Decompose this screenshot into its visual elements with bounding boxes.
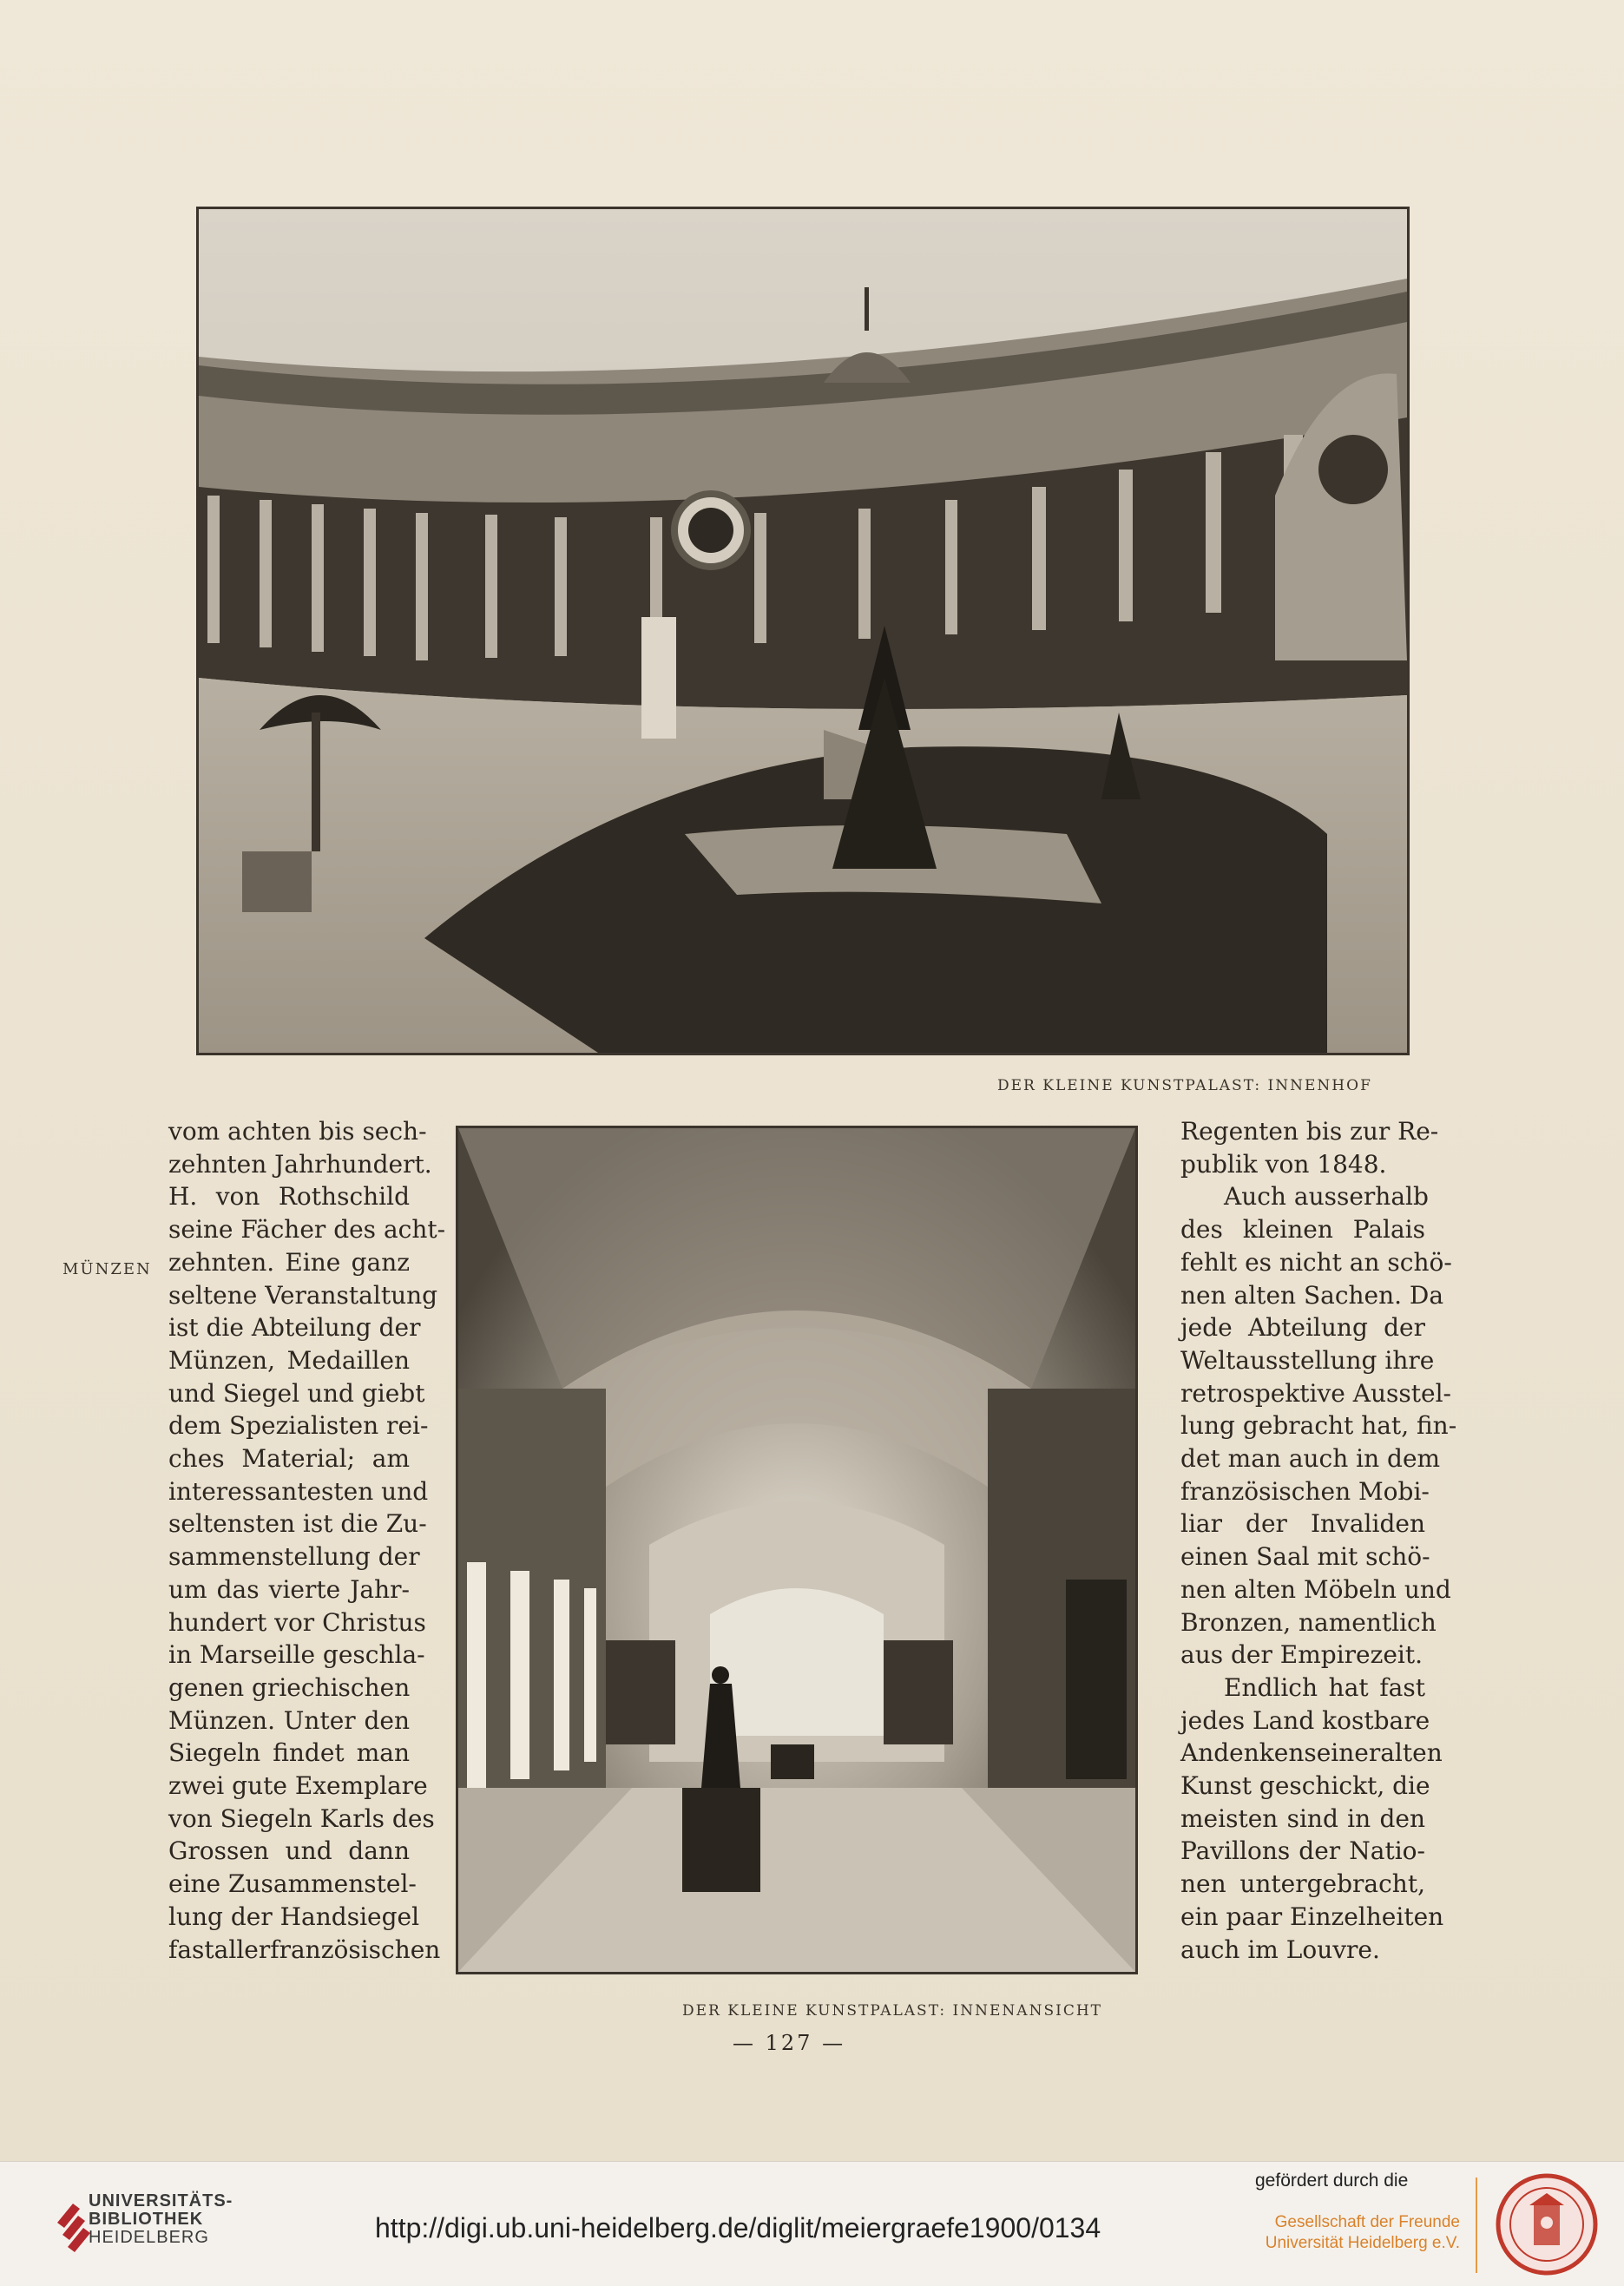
text-line: seine Fächer des acht-	[168, 1215, 446, 1245]
text-line: ein paar Einzelheiten	[1180, 1902, 1444, 1931]
text-line: lung der Handsiegel	[168, 1902, 420, 1931]
text-line: nen alten Sachen. Da	[1180, 1280, 1444, 1310]
text-line: nen alten Möbeln und	[1180, 1574, 1451, 1604]
text-line: jedes Land kostbare	[1180, 1705, 1430, 1735]
text-line: zehnten Jahrhundert.	[168, 1149, 432, 1179]
interior-illustration	[458, 1128, 1135, 1972]
permalink-url[interactable]: http://digi.ub.uni-heidelberg.de/diglit/meiergraefe1900/0134	[375, 2212, 1101, 2243]
text-line: Grossen und dann	[168, 1836, 410, 1866]
courtyard-illustration	[199, 209, 1407, 1053]
text-line: ches Material; am	[168, 1444, 410, 1474]
text-line: Weltausstellung ihre	[1180, 1345, 1435, 1375]
text-line: fastallerfranzösischen	[168, 1935, 441, 1964]
text-line: Siegeln findet man	[168, 1738, 410, 1768]
text-line: Münzen, Medaillen	[168, 1345, 410, 1375]
text-line: fehlt es nicht an schö-	[1180, 1247, 1452, 1277]
text-line: publik von 1848.	[1180, 1149, 1387, 1179]
interior-photo	[456, 1126, 1138, 1974]
courtyard-photo	[196, 207, 1410, 1055]
text-line: von Siegeln Karls des	[168, 1803, 435, 1833]
sponsor-label: gefördert durch die	[1255, 2171, 1409, 2191]
text-line: um das vierte Jahr-	[168, 1574, 410, 1604]
text-line: sammenstellung der	[168, 1542, 420, 1572]
text-line: retrospektive Ausstel-	[1180, 1378, 1452, 1408]
margin-note-muenzen: MÜNZEN	[62, 1260, 152, 1278]
text-line: in Marseille geschla-	[168, 1640, 425, 1670]
text-line: lung gebracht hat, fin-	[1180, 1411, 1457, 1441]
text-line: französischen Mobi-	[1180, 1476, 1430, 1506]
text-line: seltensten ist die Zu-	[168, 1509, 427, 1539]
footer-bar	[0, 2161, 1624, 2286]
text-line: zwei gute Exemplare	[168, 1771, 428, 1801]
text-line: H. von Rothschild	[168, 1182, 410, 1212]
text-line: genen griechischen	[168, 1672, 411, 1702]
text-line: meisten sind in den	[1180, 1803, 1425, 1833]
text-line: liar der Invaliden	[1180, 1509, 1425, 1539]
text-line: seltene Veranstaltung	[168, 1280, 438, 1310]
top-photo-caption: DER KLEINE KUNSTPALAST: INNENHOF	[997, 1077, 1372, 1094]
text-line: des kleinen Palais	[1180, 1215, 1425, 1245]
text-line: vom achten bis sech-	[168, 1117, 427, 1146]
text-line: Regenten bis zur Re-	[1180, 1117, 1439, 1146]
text-line: und Siegel und giebt	[168, 1378, 425, 1408]
text-line: eine Zusammenstel-	[168, 1869, 417, 1899]
library-name-line: BIBLIOTHEK	[89, 2210, 204, 2229]
text-line: nen untergebracht,	[1180, 1869, 1425, 1899]
sponsor-name-line: Universität Heidelberg e.V.	[1265, 2234, 1460, 2252]
text-line: ist die Abteilung der	[168, 1313, 421, 1343]
library-name-line: UNIVERSITÄTS-	[89, 2191, 233, 2210]
text-line: Bronzen, namentlich	[1180, 1607, 1437, 1637]
text-line: aus der Empirezeit.	[1180, 1640, 1423, 1670]
text-line: einen Saal mit schö-	[1180, 1542, 1430, 1572]
text-line: Münzen. Unter den	[168, 1705, 410, 1735]
right-text-column	[1180, 1115, 1457, 1966]
sponsor-name-line: Gesellschaft der Freunde	[1274, 2213, 1460, 2231]
text-line: zehnten. Eine ganz	[168, 1247, 410, 1277]
library-name-line: HEIDELBERG	[89, 2228, 209, 2247]
text-line: jede Abteilung der	[1180, 1313, 1425, 1343]
bottom-photo-caption: DER KLEINE KUNSTPALAST: INNENANSICHT	[682, 2002, 1102, 2020]
left-text-column	[168, 1115, 446, 1966]
university-seal-icon	[1495, 2172, 1599, 2276]
text-line: Andenkenseineralten	[1180, 1738, 1443, 1768]
text-line: hundert vor Christus	[168, 1607, 426, 1637]
page-number: — 127 —	[733, 2031, 846, 2055]
text-line: auch im Louvre.	[1180, 1935, 1380, 1964]
text-line: det man auch in dem	[1180, 1444, 1441, 1474]
text-line: Auch ausserhalb	[1224, 1182, 1429, 1212]
text-line: interessantesten und	[168, 1476, 429, 1506]
text-line: dem Spezialisten rei-	[168, 1411, 429, 1441]
library-name	[89, 2192, 233, 2247]
sponsor-name	[1260, 2212, 1460, 2254]
text-line: Endlich hat fast	[1224, 1672, 1425, 1702]
text-line: Kunst geschickt, die	[1180, 1771, 1430, 1801]
sponsor-divider	[1476, 2178, 1477, 2273]
text-line: Pavillons der Natio-	[1180, 1836, 1425, 1866]
